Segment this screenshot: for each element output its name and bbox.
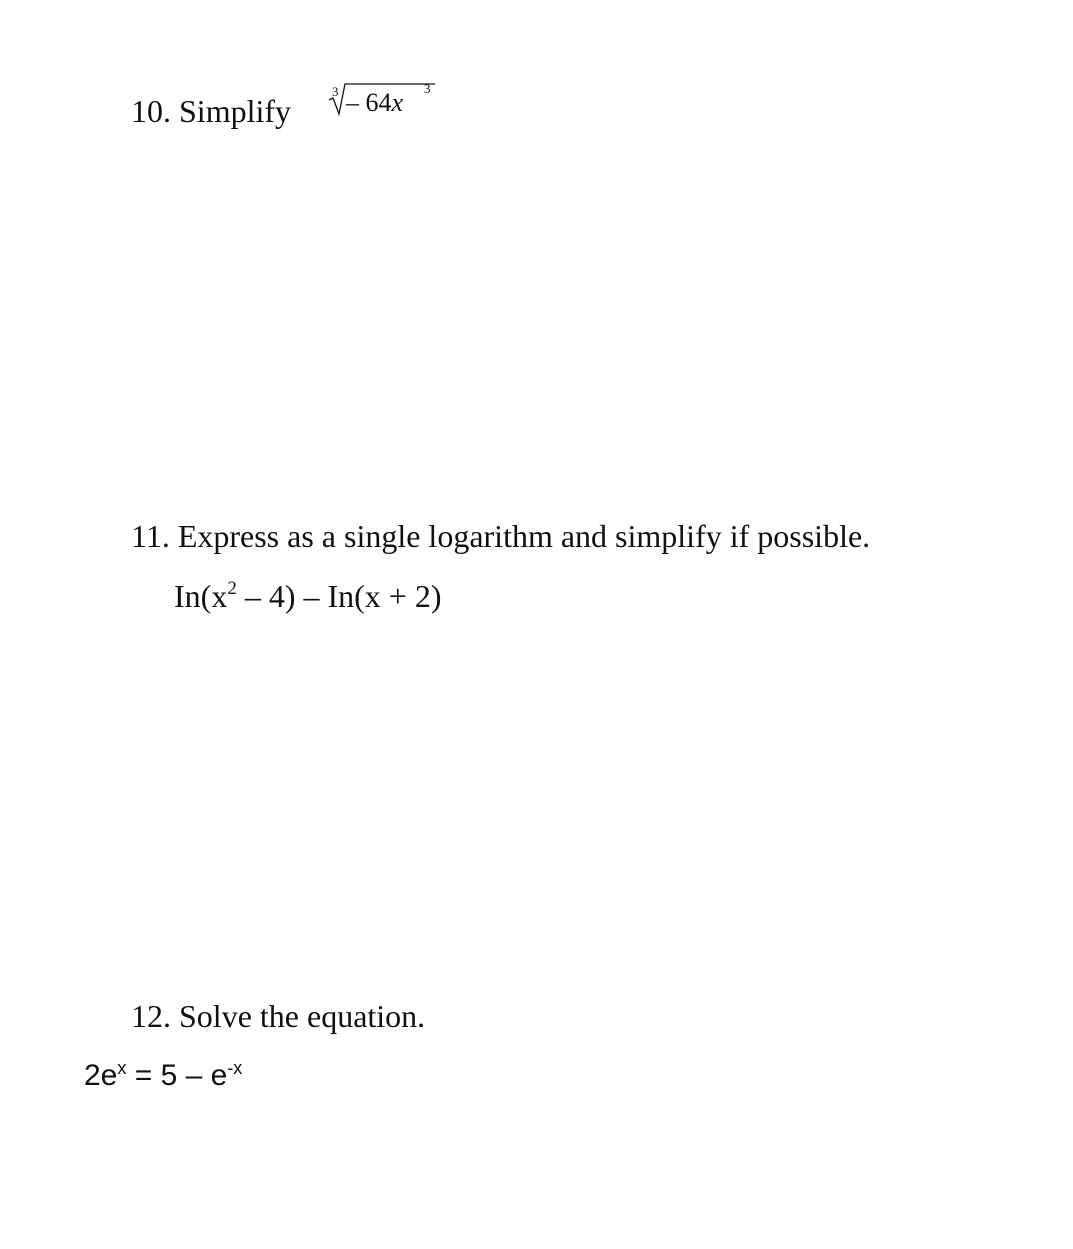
- log-term-rest: – 4) – In(x + 2): [236, 578, 442, 614]
- log-term-1-exponent: 2: [227, 578, 237, 599]
- equation-lhs-base: 2e: [84, 1059, 118, 1092]
- equation-lhs-exponent: x: [117, 1058, 127, 1078]
- problem-10-label: 10. Simplify: [131, 93, 292, 129]
- problem-11-label: 11. Express as a single logarithm and simplify if possible.: [131, 518, 871, 554]
- radicand-exponent: 3: [424, 81, 431, 96]
- equation-rhs-base: = 5 – e: [126, 1059, 228, 1092]
- problem-10-radical-expression: [327, 81, 437, 124]
- problem-12-label: 12. Solve the equation.: [131, 998, 426, 1034]
- log-term-1: In(x: [174, 578, 228, 614]
- radical-index: 3: [332, 84, 339, 99]
- radicand: [346, 90, 403, 116]
- problem-11-expression: [174, 580, 441, 612]
- equation-rhs-exponent: -x: [227, 1058, 243, 1078]
- radicand-variable: x: [391, 88, 404, 117]
- radicand-coefficient: – 64: [346, 88, 392, 117]
- problem-12-equation: [84, 1058, 243, 1092]
